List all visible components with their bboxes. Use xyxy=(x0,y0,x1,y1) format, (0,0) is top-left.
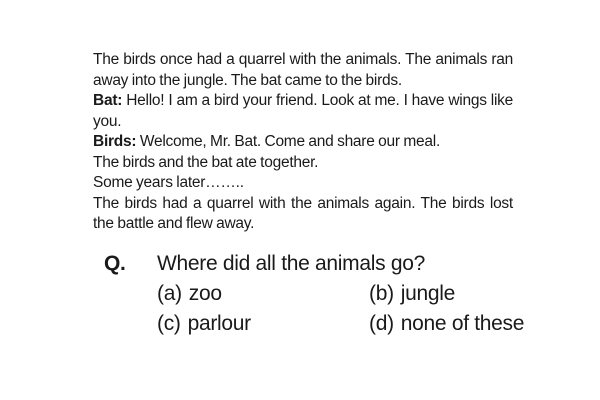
passage-line-ate: The birds and the bat ate together. xyxy=(93,153,319,171)
option-a[interactable] xyxy=(157,282,222,306)
bat-dialogue xyxy=(93,91,513,132)
story-passage xyxy=(93,50,513,235)
passage-line-intro: The birds once had a quarrel with the animals. The animals ran away into the jungle. The bat came to the birds. xyxy=(93,51,513,89)
option-a-letter: (a) xyxy=(157,282,182,305)
bat-speaker-label: Bat: xyxy=(93,92,123,109)
option-d-text: none of these xyxy=(400,312,525,335)
option-d[interactable] xyxy=(369,312,524,336)
option-c-letter: (c) xyxy=(157,312,181,335)
passage-line-later: Some years later…….. xyxy=(93,174,244,191)
option-d-letter: (d) xyxy=(369,312,394,335)
option-c-text: parlour xyxy=(187,312,251,335)
option-a-text: zoo xyxy=(188,282,222,305)
question-text: Where did all the animals go? xyxy=(157,252,425,275)
birds-dialogue xyxy=(93,132,513,153)
option-b-text: jungle xyxy=(400,282,456,305)
option-b[interactable] xyxy=(369,282,455,306)
bat-dialogue-text: Hello! I am a bird your friend. Look at me. I have wings like you. xyxy=(93,92,514,130)
option-c[interactable] xyxy=(157,312,251,336)
passage-line-final: The birds had a quarrel with the animals again. The birds lost the battle and flew away. xyxy=(93,194,513,232)
birds-speaker-label: Birds: xyxy=(93,133,137,150)
option-b-letter: (b) xyxy=(369,282,394,305)
question-number: Q. xyxy=(104,252,126,275)
birds-dialogue-text: Welcome, Mr. Bat. Come and share our meal. xyxy=(139,133,441,150)
